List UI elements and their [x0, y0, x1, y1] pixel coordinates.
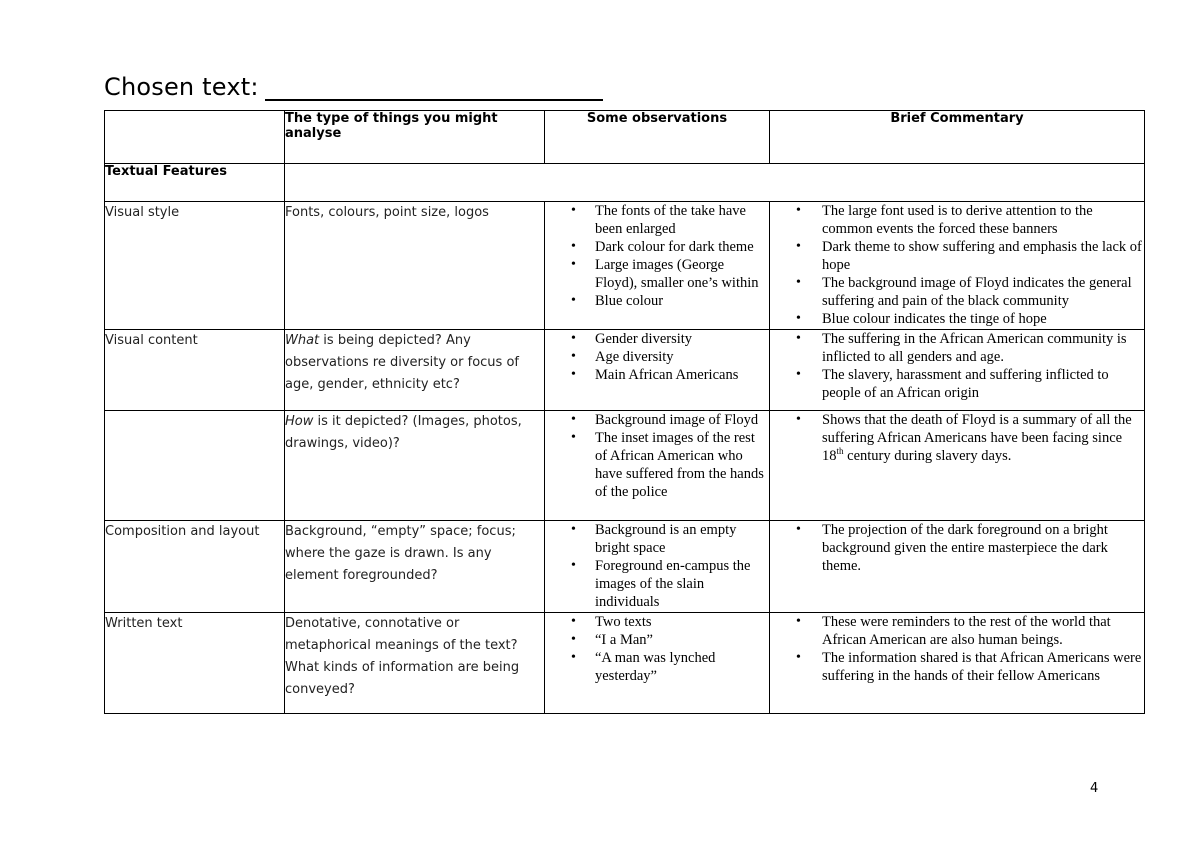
observations-cell	[545, 202, 770, 330]
analysis-table	[104, 110, 1145, 714]
title-blank-line	[265, 72, 603, 101]
analyse-cell	[285, 330, 545, 411]
commentary-cell	[770, 411, 1145, 521]
observation-item: • The fonts of the take have been enlarged	[545, 202, 769, 238]
analyse-cell	[285, 411, 545, 521]
observation-item: • Blue colour	[545, 292, 769, 310]
observation-item: • Large images (George Floyd), smaller one’s within	[545, 256, 769, 292]
commentary-cell	[770, 613, 1145, 714]
observation-item: • “A man was lynched yesterday”	[545, 649, 769, 685]
observation-item: • Age diversity	[545, 348, 769, 366]
commentary-item: • The suffering in the African American community is inflicted to all genders and age.	[770, 330, 1144, 366]
observation-item: • Dark colour for dark theme	[545, 238, 769, 256]
commentary-text: Shows that the death of Floyd is a summary of all the suffering African Americans have been facing since 18	[822, 412, 1132, 464]
row-label: Composition and layout	[105, 521, 285, 613]
commentary-cell	[770, 521, 1145, 613]
commentary-item: • The background image of Floyd indicates the general suffering and pain of the black community	[770, 274, 1144, 310]
commentary-item: • The large font used is to derive attention to the common events the forced these banners	[770, 202, 1144, 238]
commentary-cell	[770, 202, 1145, 330]
ordinal-suffix: th	[836, 446, 844, 457]
analyse-text: is it depicted? (Images, photos, drawings, video)?	[285, 414, 522, 451]
section-label: Textual Features	[105, 164, 285, 202]
commentary-item: • The information shared is that African Americans were suffering in the hands of their fellow Americans	[770, 649, 1144, 685]
observation-item: • Background is an empty bright space	[545, 521, 769, 557]
row-label: Visual style	[105, 202, 285, 330]
table-row	[105, 202, 1145, 330]
row-label: Visual content	[105, 330, 285, 411]
commentary-text-end: century during slavery days.	[843, 448, 1012, 464]
observation-item: • Two texts	[545, 613, 769, 631]
table-row	[105, 521, 1145, 613]
analyse-cell: Fonts, colours, point size, logos	[285, 202, 545, 330]
header-cell-blank	[105, 111, 285, 164]
page-title-label: Chosen text:	[104, 73, 259, 101]
table-row	[105, 411, 1145, 521]
commentary-item: • The slavery, harassment and suffering inflicted to people of an African origin	[770, 366, 1144, 402]
observations-cell	[545, 330, 770, 411]
header-cell-analyse: The type of things you might analyse	[285, 111, 545, 164]
commentary-item: • Blue colour indicates the tinge of hope	[770, 310, 1144, 328]
observations-cell	[545, 411, 770, 521]
commentary-cell	[770, 330, 1145, 411]
observation-item: • “I a Man”	[545, 631, 769, 649]
commentary-item: • These were reminders to the rest of the world that African American are also human beings.	[770, 613, 1144, 649]
observation-item: • Background image of Floyd	[545, 411, 769, 429]
section-spacer	[285, 164, 1145, 202]
observation-item: • Main African Americans	[545, 366, 769, 384]
analyse-emphasis: What	[285, 333, 320, 348]
analyse-cell: Background, “empty” space; focus; where the gaze is drawn. Is any element foregrounded?	[285, 521, 545, 613]
row-label	[105, 411, 285, 521]
analyse-cell: Denotative, connotative or metaphorical meanings of the text? What kinds of information are being conveyed?	[285, 613, 545, 714]
section-row	[105, 164, 1145, 202]
commentary-item: • Dark theme to show suffering and emphasis the lack of hope	[770, 238, 1144, 274]
commentary-item	[770, 411, 1144, 465]
page-number: 4	[1090, 781, 1099, 796]
commentary-item: • The projection of the dark foreground on a bright background given the entire masterpiece the dark theme.	[770, 521, 1144, 575]
header-row	[105, 111, 1145, 164]
observation-item: • The inset images of the rest of African American who have suffered from the hands of the police	[545, 429, 769, 501]
page-title	[104, 72, 603, 101]
observation-item: • Gender diversity	[545, 330, 769, 348]
row-label: Written text	[105, 613, 285, 714]
observation-item: • Foreground en-campus the images of the slain individuals	[545, 557, 769, 611]
header-cell-commentary: Brief Commentary	[770, 111, 1145, 164]
header-cell-observations: Some observations	[545, 111, 770, 164]
analyse-text: is being depicted? Any observations re diversity or focus of age, gender, ethnicity etc?	[285, 333, 519, 392]
observations-cell	[545, 521, 770, 613]
analyse-emphasis: How	[285, 414, 314, 429]
observations-cell	[545, 613, 770, 714]
table-row	[105, 330, 1145, 411]
table-row	[105, 613, 1145, 714]
